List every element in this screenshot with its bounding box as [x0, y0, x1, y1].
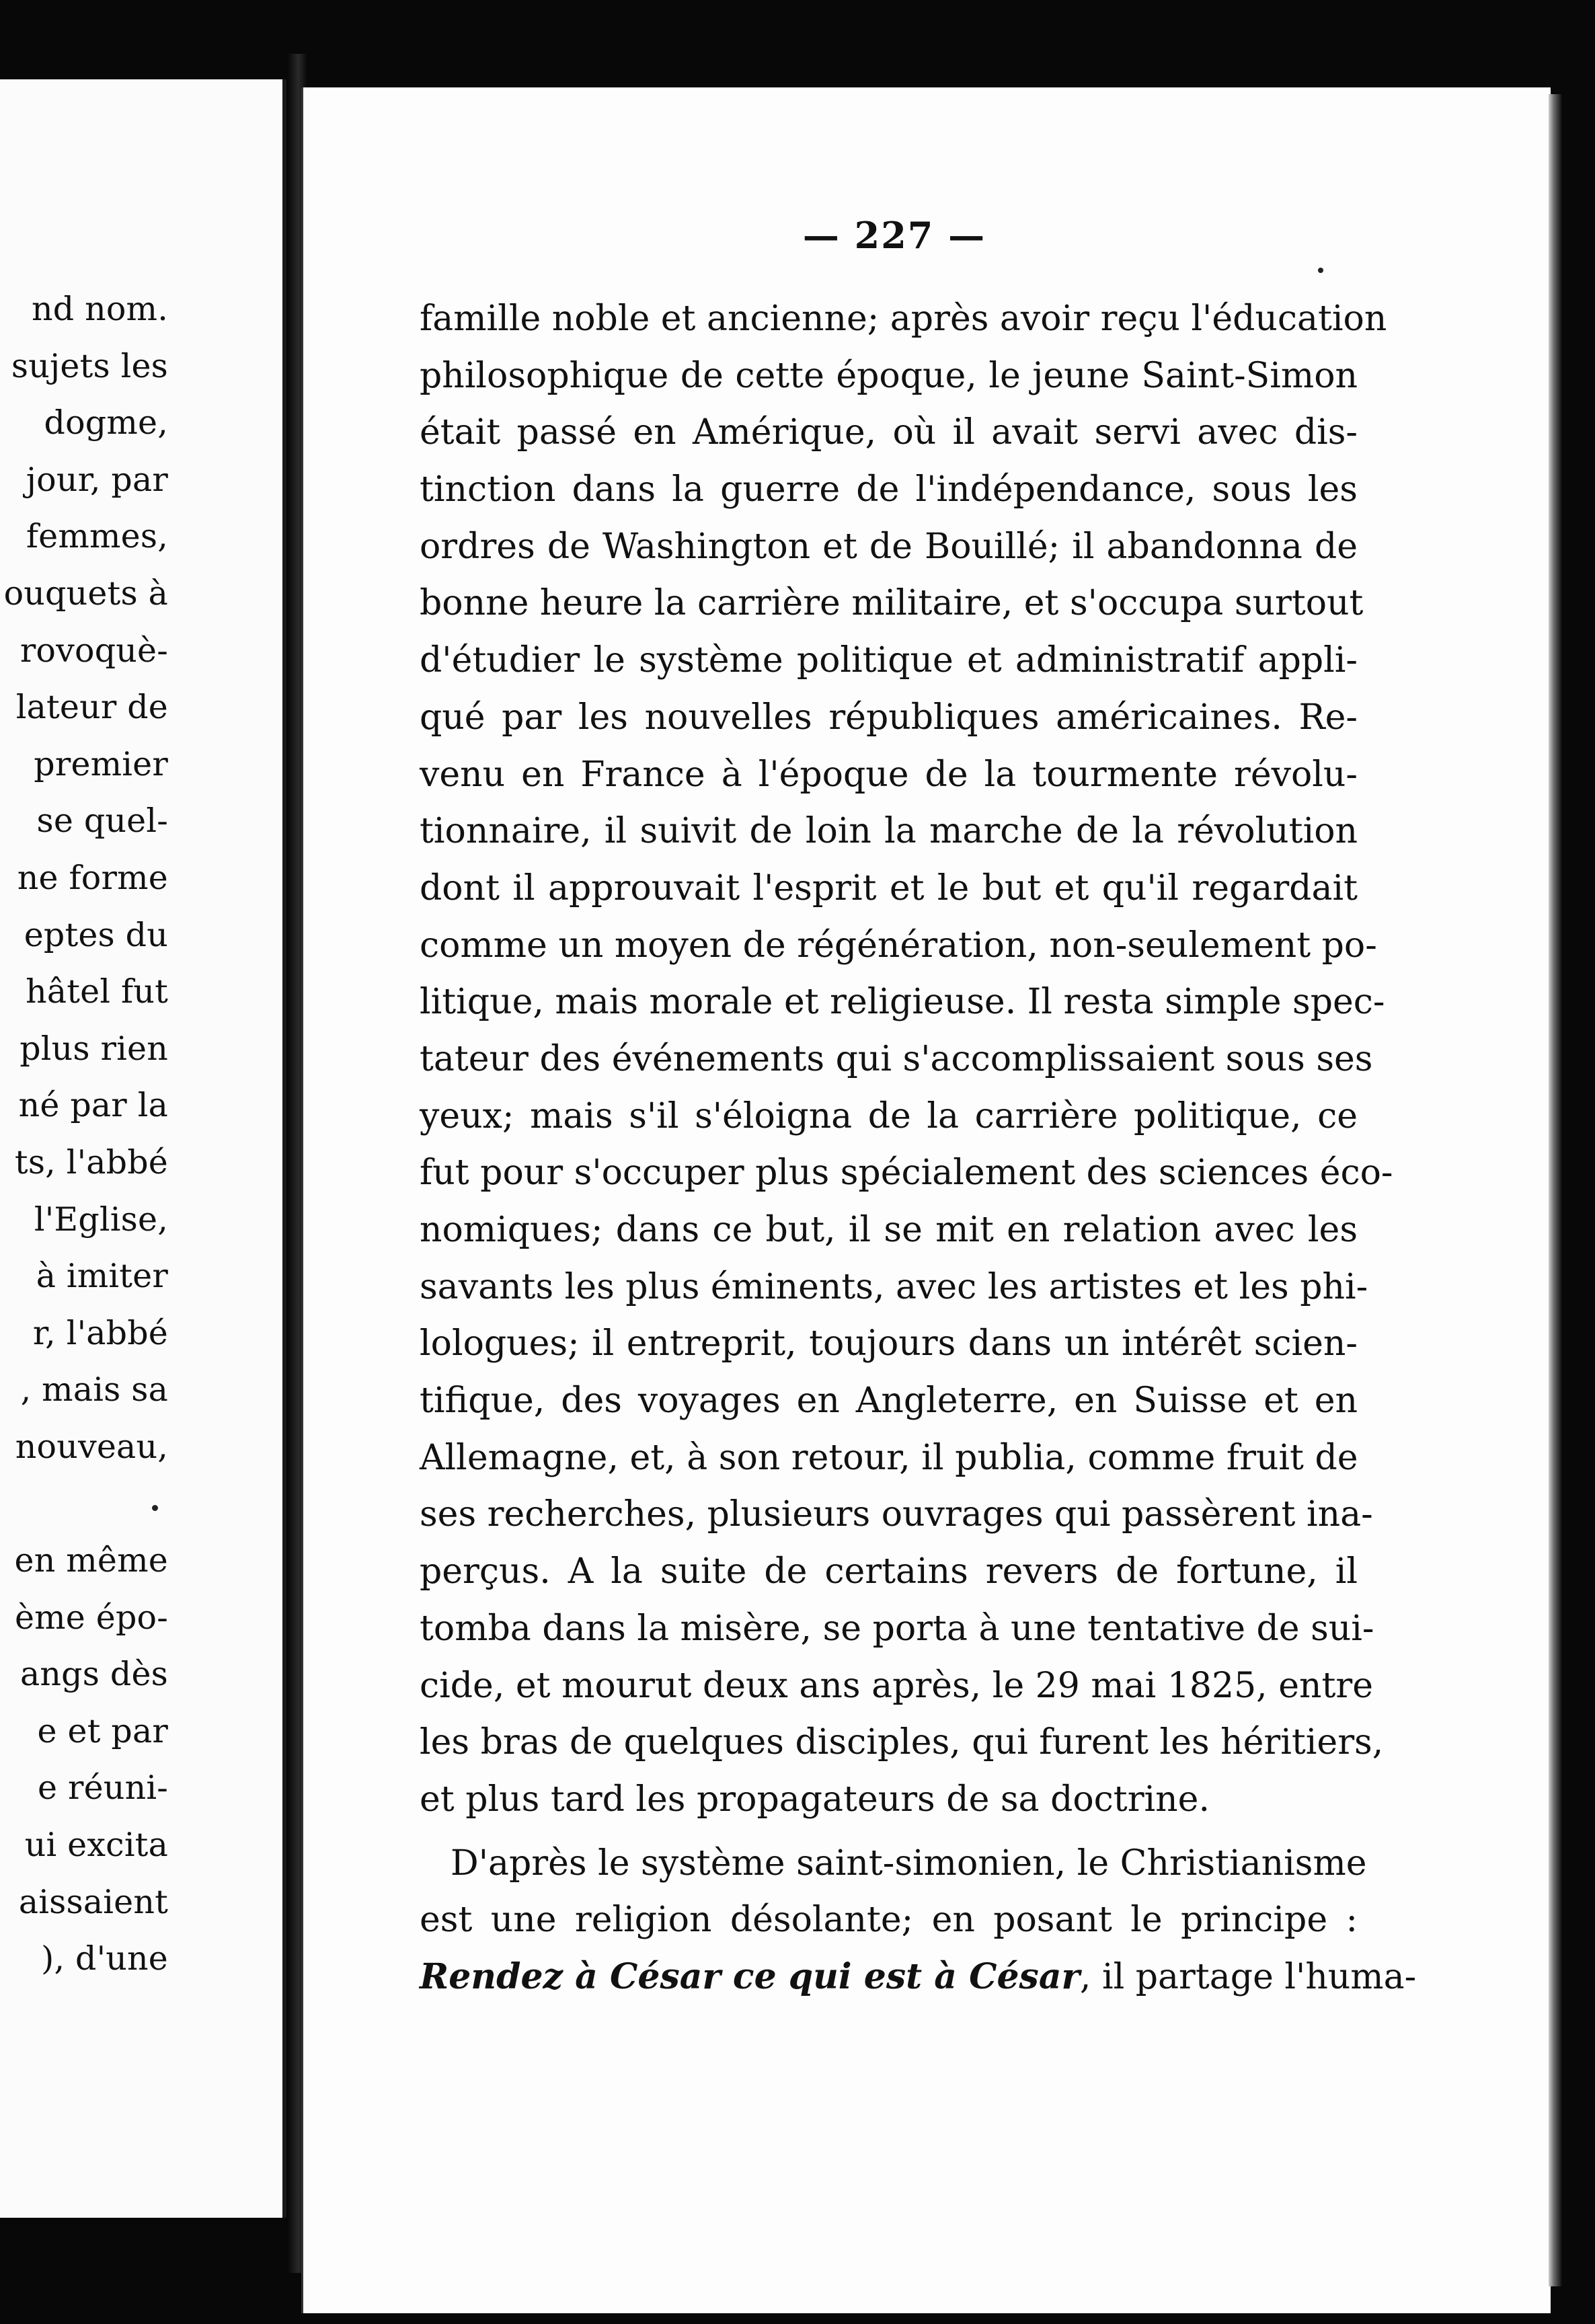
main-text-block: [420, 290, 1417, 2006]
text-line: venu en France à l'époque de la tourmente révolu-: [420, 754, 1358, 795]
text-line: lologues; il entreprit, toujours dans un intérêt scien-: [420, 1323, 1358, 1364]
text-line: perçus. A la suite de certains revers de fortune, il: [420, 1551, 1358, 1592]
left-page-line: e réuni-: [38, 1769, 168, 1808]
left-page-line: ne forme: [17, 858, 168, 897]
text-line: nomiques; dans ce but, il se mit en relation avec les: [420, 1210, 1358, 1250]
italic-quote: Rendez à César ce qui est à César: [420, 1955, 1080, 1997]
scan-speck: [1318, 268, 1323, 273]
text-line: tinction dans la guerre de l'indépendance, sous les: [420, 469, 1358, 510]
left-page: [0, 79, 286, 2218]
text-line: philosophique de cette époque, le jeune Saint-Simon: [420, 355, 1358, 396]
left-page-line: eptes du: [24, 915, 168, 954]
left-page-line: plus rien: [20, 1029, 168, 1068]
scan-speck: [152, 1505, 158, 1511]
text-line: savants les plus éminents, avec les artistes et les phi-: [420, 1266, 1368, 1307]
text-line: tionnaire, il suivit de loin la marche de la révolution: [420, 811, 1358, 852]
left-page-line: se quel-: [36, 802, 168, 841]
text-line: était passé en Amérique, où il avait servi avec dis-: [420, 412, 1358, 453]
left-page-line: ouquets à: [3, 574, 168, 613]
left-page-line: hâtel fut: [26, 972, 168, 1011]
text-line: les bras de quelques disciples, qui furent les héritiers,: [420, 1722, 1384, 1763]
page-number: — 227 —: [802, 214, 986, 257]
text-line: est une religion désolante; en posant le principe :: [420, 1900, 1358, 1941]
text-line: [420, 1949, 1417, 2006]
text-line: tifique, des voyages en Angleterre, en Suisse et en: [420, 1381, 1358, 1422]
text-line: bonne heure la carrière militaire, et s'occupa surtout: [420, 583, 1364, 624]
left-page-line: lateur de: [15, 688, 168, 727]
text-line: dont il approuvait l'esprit et le but et qu'il regardait: [420, 867, 1358, 908]
left-page-line: ts, l'abbé: [14, 1142, 168, 1182]
left-page-line: [0, 1475, 168, 1533]
left-page-line: jour, par: [26, 460, 168, 499]
text-fragment: , il partage l'huma-: [1079, 1956, 1417, 1997]
left-page-line: , mais sa: [20, 1370, 168, 1409]
text-line: fut pour s'occuper plus spécialement des sciences éco-: [420, 1153, 1393, 1194]
text-line: cide, et mourut deux ans après, le 29 mai 1825, entre: [420, 1665, 1374, 1706]
text-line: tateur des événements qui s'accomplissaient sous ses: [420, 1038, 1373, 1079]
left-page-line: nd nom.: [32, 290, 168, 328]
left-page-line: sujets les: [11, 346, 168, 385]
text-line: litique, mais morale et religieuse. Il resta simple spec-: [420, 982, 1385, 1023]
text-line: Allemagne, et, à son retour, il publia, comme fruit de: [420, 1437, 1358, 1478]
left-page-line: ui excita: [24, 1826, 168, 1865]
left-page-line: à imiter: [36, 1257, 168, 1296]
left-page-line: aissaient: [18, 1882, 168, 1921]
text-line: qué par les nouvelles républiques américaines. Re-: [420, 697, 1358, 738]
text-line: d'étudier le système politique et administratif appli-: [420, 640, 1358, 681]
text-line: ses recherches, plusieurs ouvrages qui passèrent ina-: [420, 1494, 1373, 1535]
left-page-text: [0, 281, 168, 1988]
page-edge: [1549, 94, 1562, 2286]
left-page-line: e et par: [37, 1711, 168, 1750]
left-page-line: né par la: [18, 1086, 168, 1125]
left-page-line: premier: [34, 744, 168, 783]
left-page-line: en même: [14, 1541, 168, 1580]
left-page-line: r, l'abbé: [32, 1313, 168, 1352]
text-line: yeux; mais s'il s'éloigna de la carrière politique, ce: [420, 1095, 1358, 1136]
text-line: ordres de Washington et de Bouillé; il abandonna de: [420, 526, 1358, 567]
left-page-line: l'Eglise,: [34, 1200, 168, 1239]
text-line: famille noble et ancienne; après avoir reçu l'éducation: [420, 299, 1387, 339]
text-line: tomba dans la misère, se porta à une tentative de sui-: [420, 1608, 1374, 1649]
left-page-line: angs dès: [20, 1655, 168, 1694]
text-line: D'après le système saint-simonien, le Christianisme: [451, 1843, 1367, 1884]
left-page-line: rovoquè-: [20, 631, 168, 670]
text-line: comme un moyen de régénération, non-seulement po-: [420, 925, 1377, 966]
left-page-line: femmes,: [26, 517, 168, 556]
text-line: et plus tard les propagateurs de sa doctrine.: [420, 1779, 1210, 1820]
left-page-line: ème épo-: [14, 1598, 168, 1637]
left-page-line: dogme,: [44, 403, 168, 442]
left-page-line: nouveau,: [15, 1427, 168, 1466]
left-page-line: ), d'une: [41, 1939, 168, 1978]
